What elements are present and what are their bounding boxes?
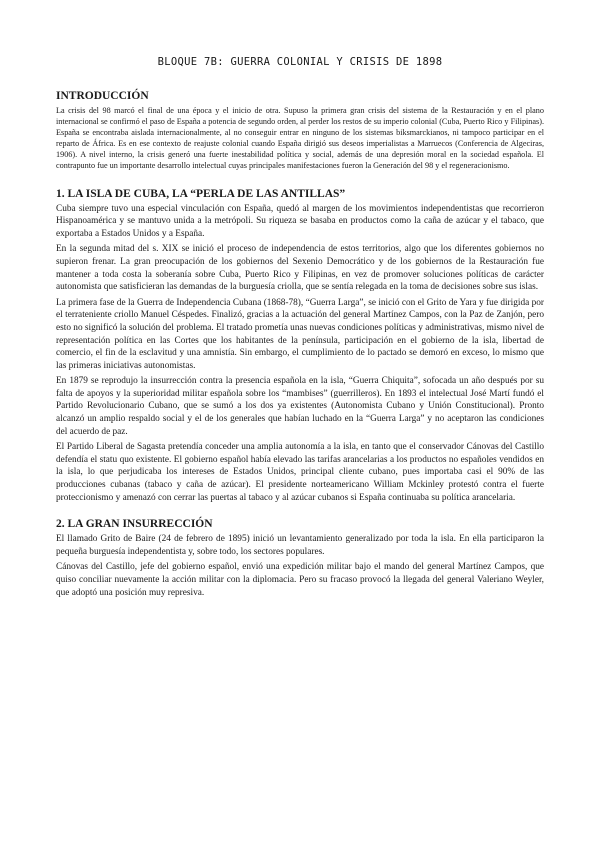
section-cuba-paragraph: El Partido Liberal de Sagasta pretendía conceder una amplia autonomía a la isla, en tanto que el conservador Cánovas del Castillo defendía el statu quo existente. El gobierno español había elevado las tarifas arancelarias a los productos no españoles vendidos en la isla, lo que perjudicaba los intereses de Estados Unidos, principal cliente cubano, pues importaba casi el 90% de las producciones cubanas (tabaco y caña de azúcar). El presidente norteamericano William Mckinley protestó contra el fuerte proteccionismo y amenazó con cerrar las puertas al tabaco y al azúcar cubanos si España continuaba su política arancelaria. [56,442,544,503]
document-title: BLOQUE 7B: GUERRA COLONIAL Y CRISIS DE 1898 [157,56,443,68]
intro-paragraph: La crisis del 98 marcó el final de una época y el inicio de otra. Supuso la primera gran crisis del sistema de la Restauración y en el plano internacional se confirmó el paso de España a potencia de segundo orden, al perder los restos de su imperio colonial (Cuba, Puerto Rico y Filipinas). España se encontraba aislada internacionalmente, al no conseguir entrar en ninguno de los sistemas biksmarckianos, ni tampoco participar en el reparto de África. Es en ese contexto de reajuste colonial cuando España dirigió sus deseos imperialistas a Marruecos (Conferencia de Algeciras, 1906). A nivel interno, la crisis generó una fuerte inestabilidad política y social, además de una depresión moral en la sociedad española. El contrapunto fue un importante desarrollo intelectual cuyas principales manifestaciones fueron la Generación del 98 y el regeneracionismo. [56,106,544,171]
section-cuba-paragraph: La primera fase de la Guerra de Independencia Cubana (1868-78), “Guerra Larga”, se inició con el Grito de Yara y fue dirigida por el terrateniente criollo Manuel Céspedes. Finalizó, gracias a la actuación del general Martínez Campos, con la Paz de Zanjón, pero esto no significó la solución del problema. El tratado prometía unas nuevas condiciones políticas y administrativas, mismo nivel de representación política en las Cortes que los habitantes de la península, participación en el gobierno de la isla, libertad de comercio, el fin de la esclavitud y una amnistía. Sin embargo, el cumplimiento de lo pactado se demoró en exceso, lo mismo que las primeras iniciativas autonomistas. [56,297,544,371]
section-cuba-paragraph: En la segunda mitad del s. XIX se inició el proceso de independencia de estos territorios, algo que los diferentes gobiernos no supieron frenar. La gran preocupación de los gobiernos del Sexenio Democrático y de los gobiernos de la Restauración fue mantener a toda costa la soberanía sobre Cuba, Puerto Rico y Filipinas, en vez de promover soluciones políticas de carácter autonomista que satisficieran las demandas de la burguesía criolla, que se sentía relegada en la toma de decisiones sobre sus islas. [56,244,544,293]
section-cuba-paragraph: En 1879 se reprodujo la insurrección contra la presencia española en la isla, “Guerra Chiquita”, sofocada un año después por su falta de apoyos y la superioridad militar española sobre los “mambises” (guerrilleros). En 1893 el intelectual José Martí fundó el Partido Revolucionario Cubano, que se sumó a los dos ya existentes (Autonomista Cubano y Unión Constitucional). Pronto alcanzó un amplio respaldo social y el de los generales que habían luchado en la “Guerra Larga” y no aceptaron las condiciones del acuerdo de paz. [56,376,544,437]
section-cuba-heading: 1. LA ISLA DE CUBA, LA “PERLA DE LAS ANTILLAS” [56,187,346,200]
intro-section [56,90,544,172]
section-cuba-paragraph: Cuba siempre tuvo una especial vinculación con España, quedó al margen de los movimientos independentistas que recorrieron Hispanoamérica y se mantuvo unida a la metrópoli. Su riqueza se basaba en productos como la caña de azúcar y el tabaco, que exportaba a Estados Unidos y a España. [56,203,544,239]
section-insurrection-paragraph: El llamado Grito de Baire (24 de febrero de 1895) inició un levantamiento generalizado por toda la isla. En ella participaron la pequeña burguesía independentista y, sobre todo, los sectores populares. [56,534,544,557]
section-cuba [56,188,544,505]
document-page [56,56,544,602]
section-insurrection [56,518,544,599]
section-insurrection-paragraph: Cánovas del Castillo, jefe del gobierno español, envió una expedición militar bajo el mando del general Martínez Campos, que quiso conciliar nuevamente la acción militar con la diplomacia. Pero su fracaso provocó la llegada del general Valeriano Weyler, que adoptó una posición muy represiva. [56,562,544,598]
section-insurrection-heading: 2. LA GRAN INSURRECCIÓN [56,518,213,531]
intro-heading: INTRODUCCIÓN [56,90,149,102]
